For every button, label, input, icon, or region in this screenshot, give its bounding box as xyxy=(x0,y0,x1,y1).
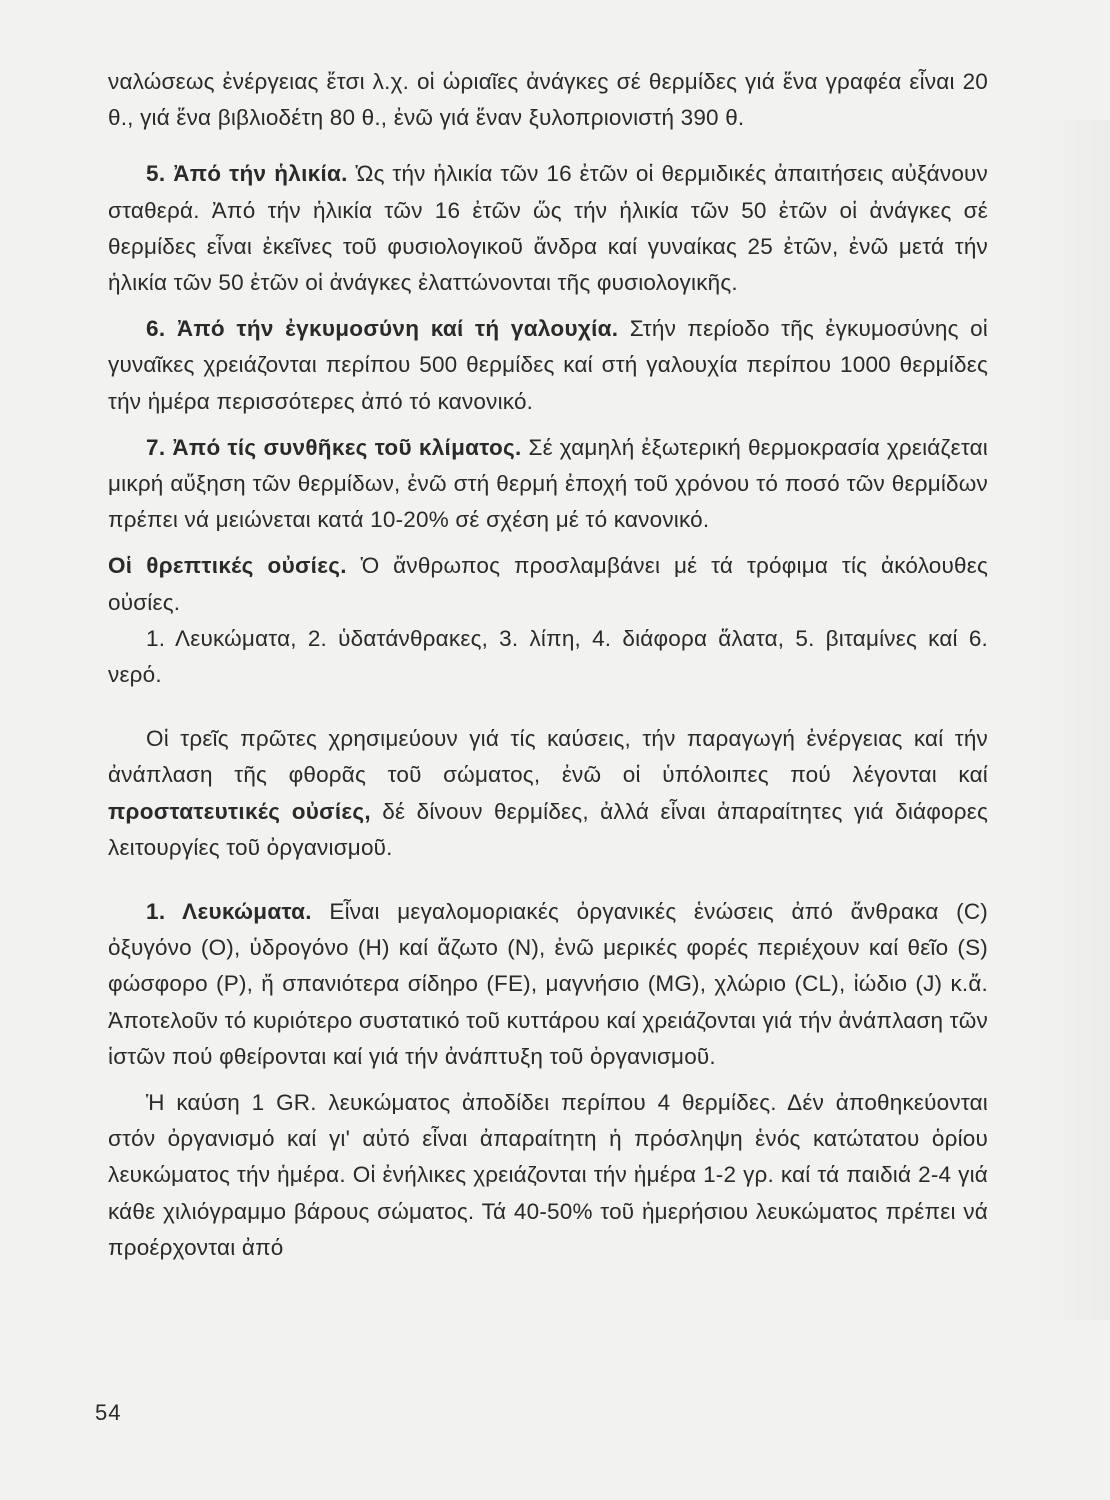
paragraph-nutrients xyxy=(108,548,988,620)
heading-age: 5. Ἀπό τήν ἡλικία. xyxy=(146,161,348,187)
paragraph-age xyxy=(108,156,988,301)
page-number: 54 xyxy=(95,1400,122,1425)
text-protective-before: Οἱ τρεῖς πρῶτες χρησιμεύουν γιά τίς καύσεις, τήν παραγωγή ἐνέργειας καί τήν ἀνάπλαση τῆς φθορᾶς τοῦ σώματος, ἐνῶ οἱ ὑπόλοιπες πού λέγονται καί xyxy=(108,726,988,788)
heading-pregnancy: 6. Ἀπό τήν ἐγκυμοσύνη καί τή γαλουχία. xyxy=(146,316,619,342)
text-proteins: Εἶναι μεγαλομοριακές ὀργανικές ἑνώσεις ἀπό ἄνθρακα (C) ὀξυγόνο (O), ὑδρογόνο (H) καί ἄζωτο (N), ἐνῶ μερικές φορές περιέχουν καί θεῖο (S) φώσφορο (P), ἤ σπανιότερα σίδηρο (FE), μαγνήσιο (MG), χλώριο (CL), ἰώδιο (J) κ.ἄ. Ἀποτελοῦν τό κυριότερο συστατικό τοῦ κυττάρου καί χρειάζονται γιά τήν ἀνάπλαση τῶν ἱστῶν πού φθείρονται καί γιά τήν ἀνάπτυξη τοῦ ὀργανισμοῦ. xyxy=(108,899,988,1069)
heading-proteins: 1. Λευκώματα. xyxy=(146,899,312,925)
text-protective-after: δέ δίνουν θερμίδες, ἀλλά εἶναι ἀπαραίτητες γιά διάφορες λειτουργίες τοῦ ὀργανισμοῦ. xyxy=(108,798,989,860)
body-text xyxy=(108,64,988,1266)
heading-climate: 7. Ἀπό τίς συνθῆκες τοῦ κλίματος. xyxy=(146,434,522,460)
text-nutrients: Ὁ ἄνθρωπος προσλαμβάνει μέ τά τρόφιμα τίς ἀκόλουθες οὐσίες. xyxy=(108,553,989,615)
term-protective-substances: προστατευτικές οὐσίες, xyxy=(108,798,371,824)
nutrients-list: 1. Λευκώματα, 2. ὑδατάνθρακες, 3. λίπη, 4. διάφορα ἅλατα, 5. βιταμίνες καί 6. νερό. xyxy=(108,625,988,688)
paragraph-pregnancy xyxy=(108,311,988,420)
text-climate: Σέ χαμηλή ἐξωτερική θερμοκρασία χρειάζεται μικρή αὔξηση τῶν θερμίδων, ἐνῶ στή θερμή ἐποχή τοῦ χρόνου τό ποσό τῶν θερμίδων πρέπει νά μειώνεται κατά 10-20% σέ σχέση μέ τό κανονικό. xyxy=(108,434,989,533)
text-pregnancy: Στήν περίοδο τῆς ἐγκυμοσύνης οἱ γυναῖκες χρειάζονται περίπου 500 θερμίδες καί στή γαλουχία περίπου 1000 θερμίδες τήν ἡμέρα περισσότερες ἀπό τό κανονικό. xyxy=(108,316,988,414)
paragraph-proteins xyxy=(108,894,988,1075)
paragraph-climate xyxy=(108,430,988,539)
paragraph-energy-expenditure: ναλώσεως ἐνέργειας ἔτσι λ.χ. οἱ ὡριαῖες ἀνάγκεϛ σέ θερμίδες γιά ἕνα γραφέα εἶναι 20 θ., γιά ἕνα βιβλιοδέτη 80 θ., ἐνῶ γιά ἕναν ξυλοπριονιστή 390 θ. xyxy=(108,69,988,131)
paragraph-protein-combustion: Ἡ καύση 1 GR. λευκώματος ἀποδίδει περίπου 4 θερμίδες. Δέν ἀποθηκεύονται στόν ὀργανισμό καί γι' αὐτό εἶναι ἀπαραίτητη ἡ πρόσληψη ἑνός κατώτατου ὁρίου λευκώματος τήν ἡμέρα. Οἱ ἐνήλικες χρειάζονται τήν ἡμέρα 1-2 γρ. καί τά παιδιά 2-4 γιά κάθε χιλιόγραμμο βάρους σώματος. Τά 40-50% τοῦ ἡμερήσιου λευκώματος πρέπει νά προέρχονται ἀπό xyxy=(108,1090,988,1260)
text-age: Ὡς τήν ἡλικία τῶν 16 ἐτῶν οἱ θερμιδικές ἀπαιτήσεις αὐξάνουν σταθερά. Ἀπό τήν ἡλικία τῶν 16 ἐτῶν ὥς τήν ἡλικία τῶν 50 ἐτῶν οἱ ἀνάγκες σέ θερμίδες εἶναι ἐκεῖνες τοῦ φυσιολογικοῦ ἄνδρα καί γυναίκας 25 ἐτῶν, ἐνῶ μετά τήν ἡλικία τῶν 50 ἐτῶν οἱ ἀνάγκες ἐλαττώνονται τῆς φυσιολογικῆς. xyxy=(108,161,988,296)
page-edge-shadow xyxy=(1030,120,1110,1320)
heading-nutrients: Οἱ θρεπτικές οὐσίες. xyxy=(108,553,347,579)
paragraph-protective xyxy=(108,721,988,866)
